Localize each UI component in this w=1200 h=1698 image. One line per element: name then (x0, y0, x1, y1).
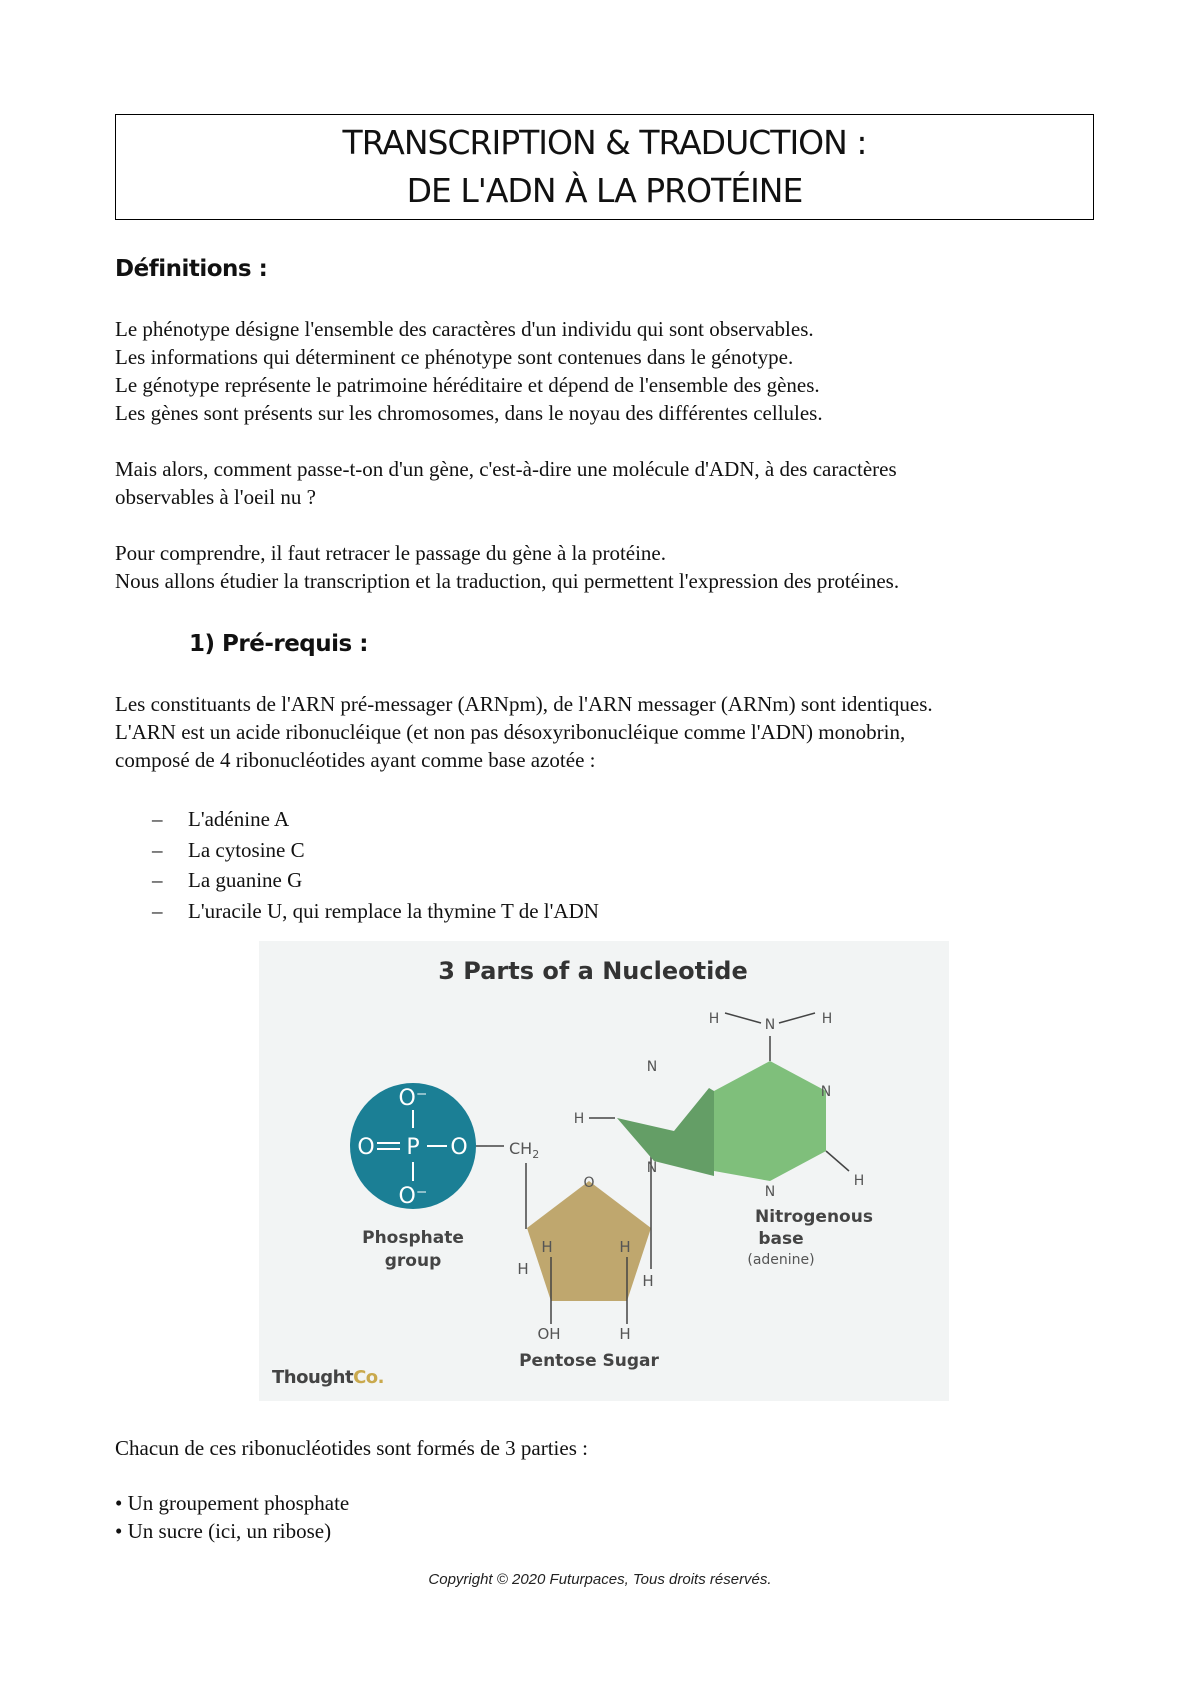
prerequis-paragraph (115, 690, 1105, 774)
phosphate-o-right: O (450, 1135, 468, 1160)
text-line: Les informations qui déterminent ce phénotype sont contenues dans le génotype. (115, 345, 794, 369)
base-h: H (853, 1173, 865, 1189)
text-line: Les gènes sont présents sur les chromosomes, dans le noyau des différentes cellules. (115, 401, 823, 425)
definitions-paragraph-2 (115, 455, 1105, 511)
sugar-h: H (541, 1238, 553, 1256)
list-item: • Un sucre (ici, un ribose) (115, 1519, 332, 1543)
base-n: N (764, 1184, 776, 1200)
sugar-h: H (517, 1260, 529, 1278)
amine-n: N (764, 1017, 776, 1033)
copyright-footer: Copyright © 2020 Futurpaces, Tous droits réservés. (428, 1571, 772, 1588)
base-n: N (646, 1160, 658, 1176)
amine-h: H (821, 1011, 833, 1027)
text-line: Le génotype représente le patrimoine héréditaire et dépend de l'ensemble des gènes. (115, 373, 820, 397)
sugar-ring-o: O (583, 1175, 595, 1191)
base-n: N (820, 1084, 832, 1100)
phosphate-o-bottom: O⁻ (398, 1184, 428, 1209)
list-item-text: La cytosine C (188, 837, 305, 862)
ch2-label: $CH_2$ (509, 1139, 540, 1161)
sugar-h: H (642, 1272, 654, 1290)
definitions-heading: Définitions : (115, 256, 268, 282)
phosphate-o-top: O⁻ (398, 1086, 428, 1111)
base-label-sub: (adenine) (747, 1252, 815, 1268)
list-item-text: L'uracile U, qui remplace la thymine T de l'ADN (188, 898, 599, 923)
base-six-ring (714, 1061, 826, 1181)
list-item-text: L'adénine A (188, 807, 290, 831)
phosphate-label-1: Phosphate (362, 1228, 464, 1248)
text-line: Le phénotype désigne l'ensemble des caractères d'un individu qui sont observables. (115, 317, 814, 341)
nucleotide-diagram (259, 941, 949, 1401)
base-h: H (573, 1111, 585, 1127)
base-label-2: base (758, 1229, 804, 1249)
figure-title: 3 Parts of a Nucleotide (438, 957, 748, 985)
sugar-h: H (619, 1238, 631, 1256)
text-line: Nous allons étudier la transcription et la traduction, qui permettent l'expression des protéines. (115, 569, 900, 593)
definitions-paragraph-1 (115, 315, 1105, 427)
list-item-text: La guanine G (188, 868, 303, 892)
title-line-1: TRANSCRIPTION & TRADUCTION : (342, 123, 867, 162)
base-label-1: Nitrogenous (755, 1207, 873, 1227)
sugar-h: H (619, 1325, 631, 1343)
text-line: observables à l'oeil nu ? (115, 485, 316, 509)
dash-bullet: – (152, 898, 163, 923)
amine-h: H (708, 1011, 720, 1027)
title-box (115, 114, 1094, 220)
phosphate-o-left: O (357, 1135, 375, 1160)
prerequis-heading: 1) Pré-requis : (189, 631, 368, 657)
text-line: Mais alors, comment passe-t-on d'un gène, c'est-à-dire une molécule d'ADN, à des caractères (115, 457, 897, 481)
parts-intro (115, 1434, 1105, 1462)
title-line-2: DE L'ADN À LA PROTÉINE (406, 171, 803, 210)
dash-bullet: – (152, 807, 163, 831)
definitions-paragraph-3 (115, 539, 1105, 595)
dash-bullet: – (152, 837, 163, 862)
base-five-ring (617, 1088, 714, 1176)
text-line: L'ARN est un acide ribonucléique (et non pas désoxyribonucléique comme l'ADN) monobrin, (115, 720, 906, 744)
list-item: • Un groupement phosphate (115, 1491, 350, 1515)
dash-bullet: – (152, 868, 163, 892)
phosphate-label-2: group (384, 1251, 442, 1271)
sugar-label: Pentose Sugar (519, 1351, 659, 1371)
parts-list (115, 1489, 349, 1545)
text-line: Chacun de ces ribonucléotides sont formés de 3 parties : (115, 1436, 588, 1460)
text-line: Les constituants de l'ARN pré-messager (ARNpm), de l'ARN messager (ARNm) sont identiques. (115, 692, 933, 716)
sugar-oh: OH (537, 1325, 561, 1343)
base-n: N (646, 1059, 658, 1075)
phosphate-p: P (406, 1135, 420, 1160)
nucleotide-figure (259, 941, 949, 1401)
text-line: composé de 4 ribonucléotides ayant comme base azotée : (115, 748, 596, 772)
thoughtco-logo: ThoughtCo. (272, 1367, 384, 1388)
text-line: Pour comprendre, il faut retracer le passage du gène à la protéine. (115, 541, 667, 565)
